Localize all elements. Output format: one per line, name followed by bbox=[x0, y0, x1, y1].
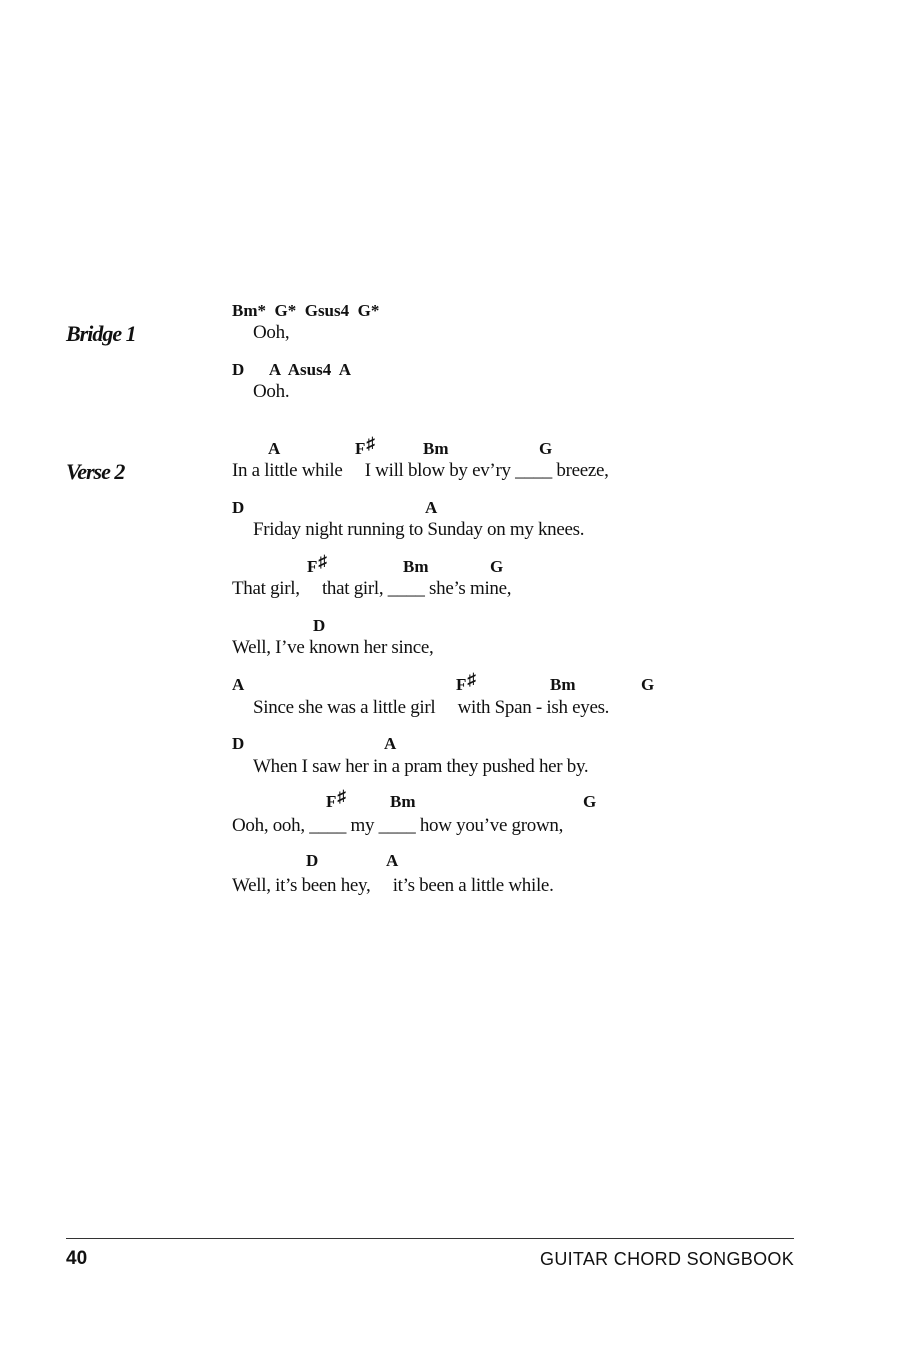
chord: D bbox=[313, 616, 326, 635]
book-title: GUITAR CHORD SONGBOOK bbox=[540, 1249, 794, 1269]
chord bbox=[307, 552, 327, 577]
lyric-line: Ooh, bbox=[253, 322, 290, 343]
sharp-symbol: ♯ bbox=[318, 552, 327, 571]
chord: A bbox=[386, 851, 399, 870]
footer-rule bbox=[66, 1238, 794, 1239]
chord: G bbox=[583, 792, 597, 811]
chord-line: D A Asus4 A bbox=[232, 360, 352, 379]
lyric-line: That girl, that girl, ____ she’s mine, bbox=[232, 578, 512, 599]
chord: G bbox=[539, 439, 553, 458]
chord: Bm bbox=[390, 792, 416, 811]
section-label-verse-2: Verse 2 bbox=[66, 459, 125, 484]
sharp-symbol: ♯ bbox=[337, 787, 346, 806]
chord bbox=[355, 434, 375, 459]
page-number: 40 bbox=[66, 1248, 88, 1269]
chord-root: F bbox=[326, 792, 337, 811]
chord: A bbox=[232, 675, 245, 694]
lyric-line: Since she was a little girl with Span - ish eyes. bbox=[253, 697, 610, 718]
lyric-line: In a little while I will blow by ev’ry ____ breeze, bbox=[232, 460, 609, 481]
chord bbox=[456, 670, 476, 695]
section-label-bridge-1: Bridge 1 bbox=[66, 321, 136, 346]
lyric-line: Ooh, ooh, ____ my ____ how you’ve grown, bbox=[232, 815, 564, 836]
chord: D bbox=[306, 851, 319, 870]
chord bbox=[326, 787, 346, 812]
chord: G bbox=[641, 675, 655, 694]
lyric-line: Well, I’ve known her since, bbox=[232, 637, 434, 658]
chord-root: F bbox=[456, 675, 467, 694]
chord-root: F bbox=[307, 557, 318, 576]
lyric-line: Friday night running to Sunday on my knees. bbox=[253, 519, 585, 540]
sharp-symbol: ♯ bbox=[366, 434, 375, 453]
chord: D bbox=[232, 734, 245, 753]
chord: G bbox=[490, 557, 504, 576]
chord: D bbox=[232, 498, 245, 517]
chord: A bbox=[425, 498, 438, 517]
chord: A bbox=[268, 439, 281, 458]
chord: Bm bbox=[423, 439, 449, 458]
lyric-line: When I saw her in a pram they pushed her by. bbox=[253, 756, 589, 777]
lyric-line: Well, it’s been hey, it’s been a little while. bbox=[232, 875, 554, 896]
chord-line: Bm* G* Gsus4 G* bbox=[232, 301, 380, 320]
chord: A bbox=[384, 734, 397, 753]
chord-root: F bbox=[355, 439, 366, 458]
sharp-symbol: ♯ bbox=[467, 670, 476, 689]
chord: Bm bbox=[403, 557, 429, 576]
lyric-line: Ooh. bbox=[253, 381, 290, 402]
chord: Bm bbox=[550, 675, 576, 694]
